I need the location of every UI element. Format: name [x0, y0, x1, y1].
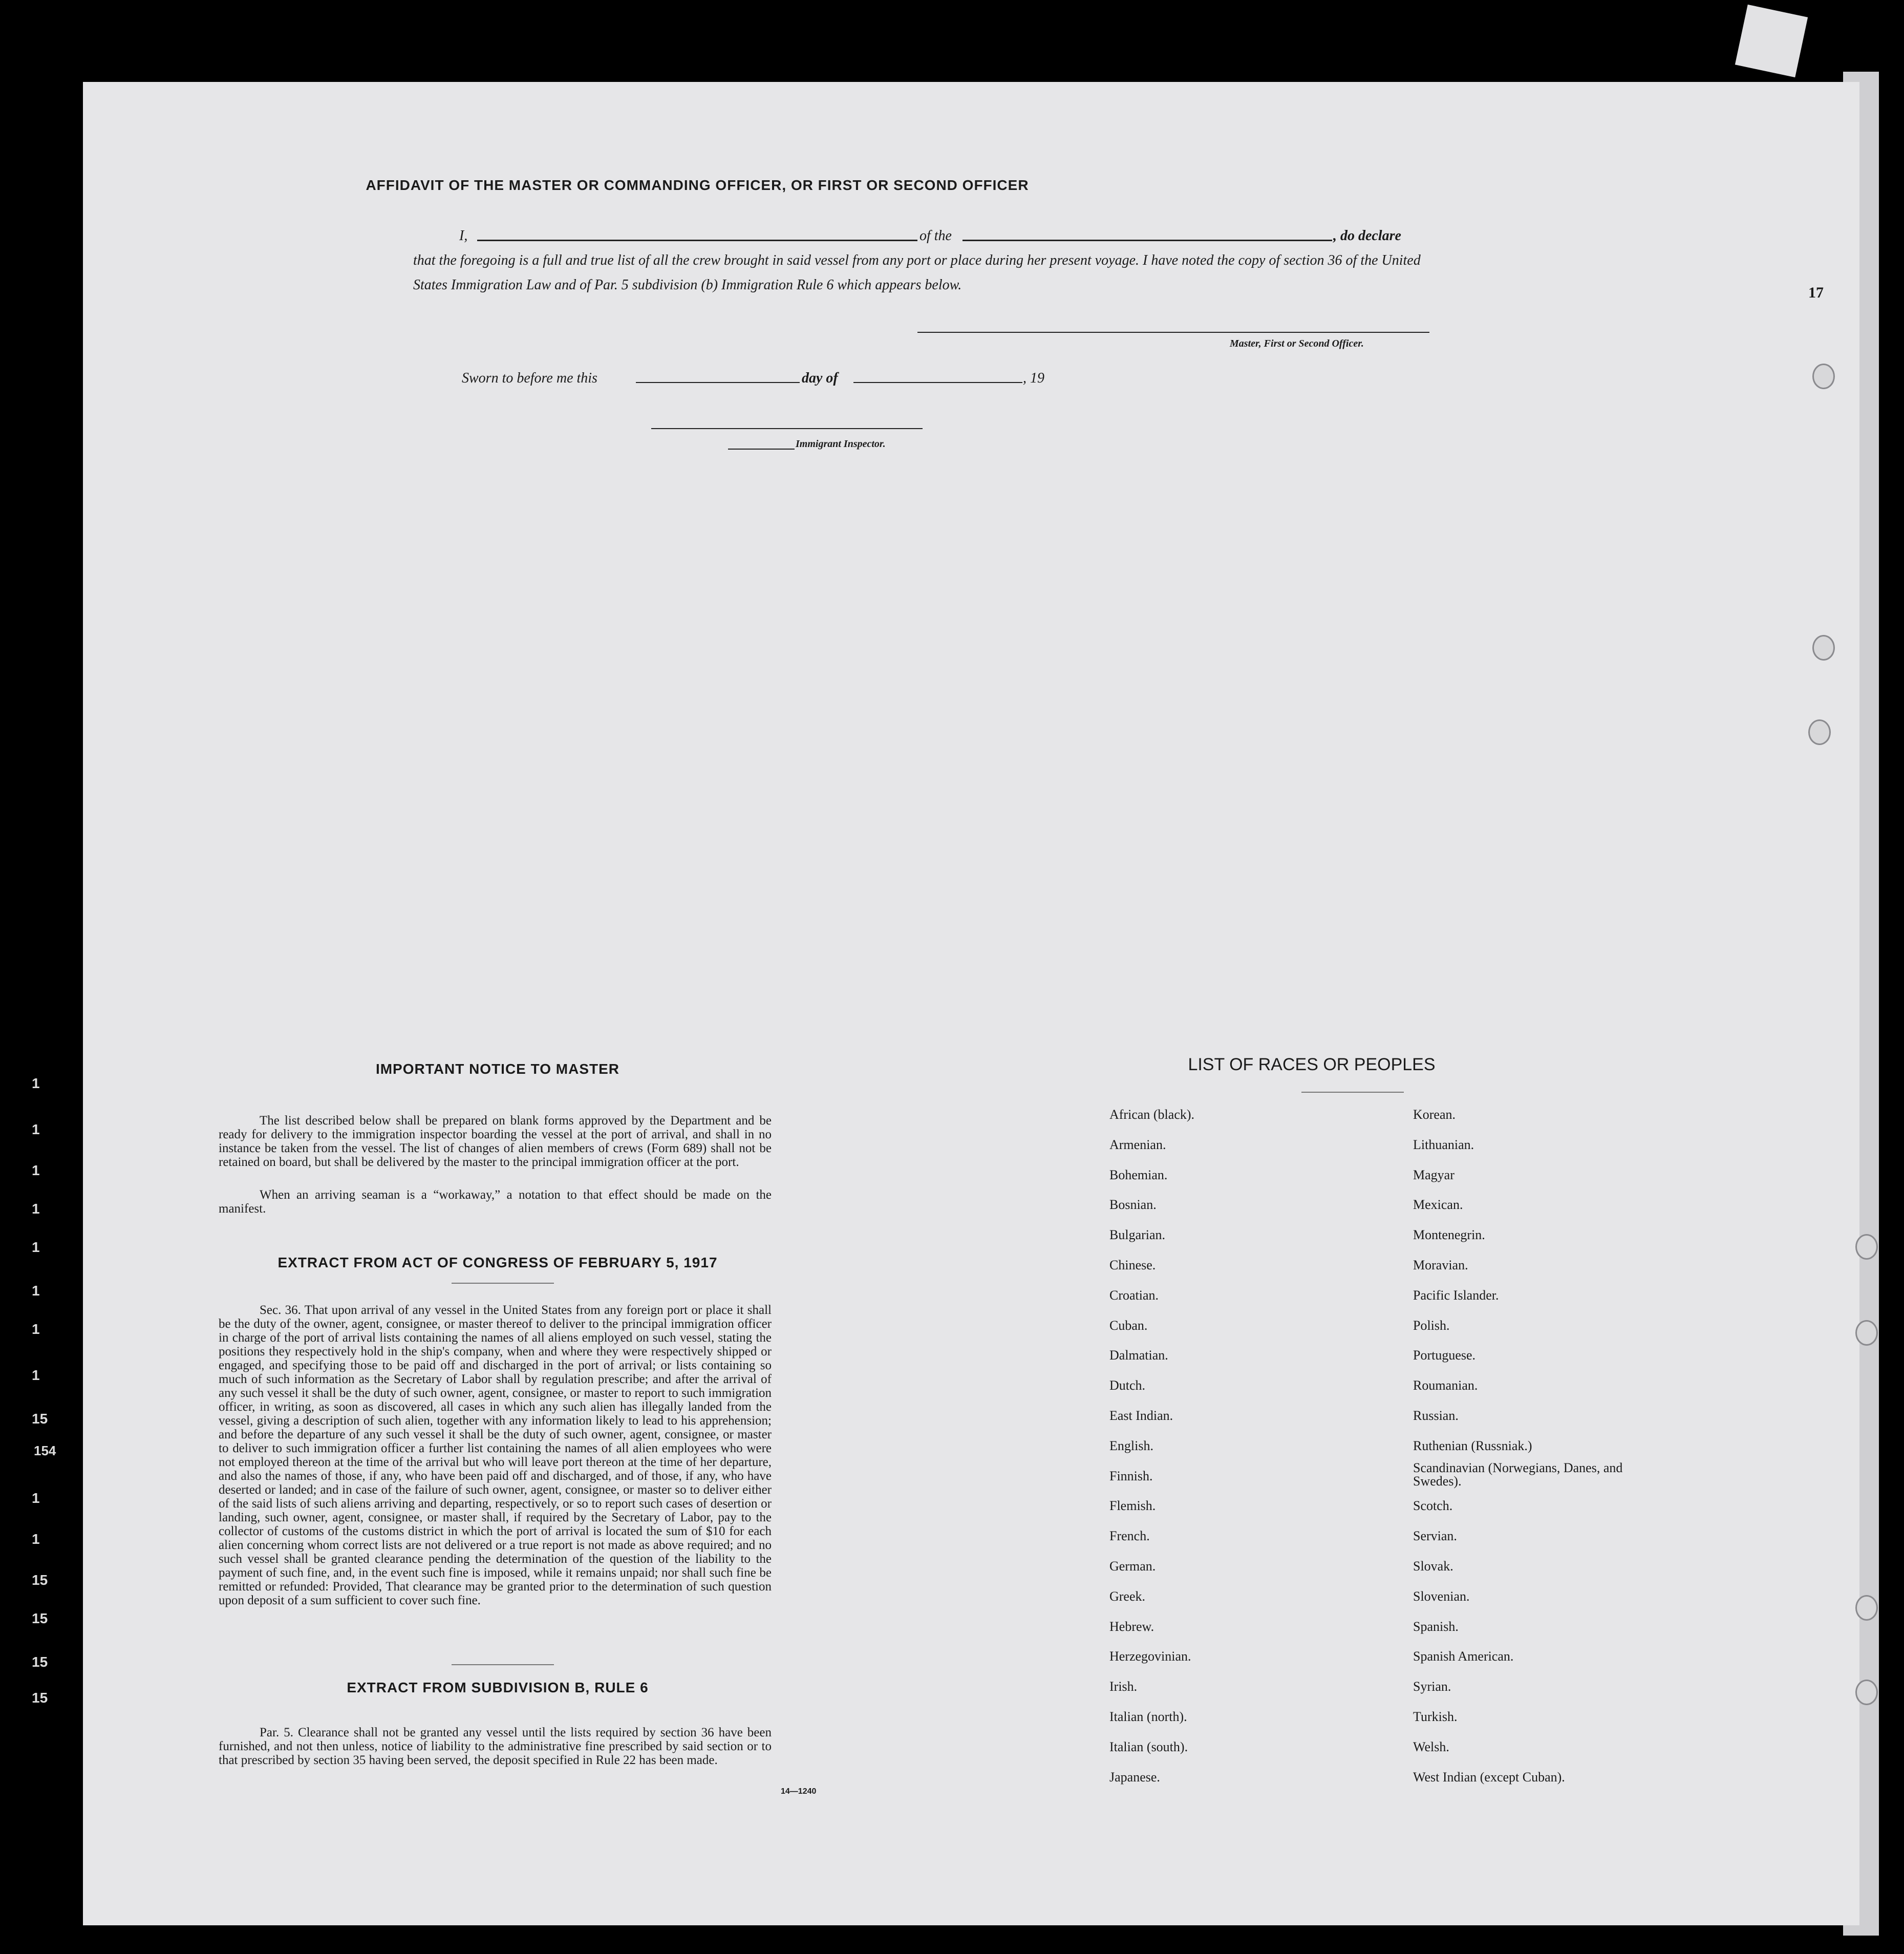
- act-section-36: Sec. 36. That upon arrival of any vessel in the United States from any foreign port or place it shall be the duty of the owner, agent, consignee, or master thereof to deliver to the principal immigration officer in charge of the port of arrival lists containing the names of all aliens employed on such vessel, stating the positions they respectively hold in the ship's company, when and where they were respectively shipped or engaged, and specifying those to be paid off and discharged in the port of arrival; or lists containing so much of such information as the Secretary of Labor shall by regulation prescribe; and after the arrival of any such vessel it shall be the duty of such owner, agent, consignee, or master to report to such immigration officer, in writing, as soon as discovered, all cases in which any such alien has illegally landed from the vessel, giving a description of such alien, together with any information likely to lead to his apprehension; and before the departure of any such vessel it shall be the duty of such owner, agent, consignee, or master to deliver to such immigration officer a further list containing the names of all alien employees who were not employed thereon at the time of the arrival but who will leave port thereon at the time of her departure, and also the names of those, if any, who have been paid off and discharged, and of those, if any, who have deserted or landed; and in case of the failure of such owner, agent, consignee, or master so to deliver either of the said lists of such aliens arriving and departing, respectively, or so to report such cases of desertion or landing, such owner, agent, consignee, or master shall, if required by the Secretary of Labor, pay to the collector of customs of the customs district in which the port of arrival is located the sum of $10 for each alien concerning whom correct lists are not delivered or a true report is not made as above required; and no such vessel shall be granted clearance pending the determination of the question of the liability to the payment of such fine, and, in the event such fine is imposed, while it remains unpaid; nor shall such fine be remitted or refunded: Provided, That clearance may be granted prior to the determination of such question upon deposit of a sum sufficient to cover such fine.: [219, 1303, 772, 1607]
- margin-mark: 1: [32, 1162, 40, 1178]
- race-entry: Armenian.: [1109, 1137, 1166, 1152]
- inspector-signature-line: [651, 428, 923, 429]
- margin-mark: 1: [32, 1201, 40, 1217]
- race-entry: Ruthenian (Russniak.): [1413, 1438, 1532, 1453]
- race-entry: French.: [1109, 1528, 1150, 1544]
- race-entry: Polish.: [1413, 1318, 1450, 1333]
- margin-mark: 1: [32, 1531, 40, 1547]
- race-entry: Cuban.: [1109, 1318, 1148, 1333]
- races-title: LIST OF RACES OR PEOPLES: [1188, 1055, 1436, 1074]
- races-title-rule: [1301, 1092, 1404, 1093]
- race-entry: German.: [1109, 1559, 1156, 1574]
- binder-hole: [1855, 1320, 1878, 1346]
- day-of-label: day of: [802, 370, 838, 386]
- act-end-rule: [452, 1664, 554, 1665]
- race-entry: Finnish.: [1109, 1468, 1153, 1483]
- affidavit-title: AFFIDAVIT OF THE MASTER OR COMMANDING OFFICER, OR FIRST OR SECOND OFFICER: [366, 177, 1029, 193]
- sworn-label: Sworn to before me this: [462, 370, 597, 386]
- margin-mark: 1: [32, 1075, 40, 1091]
- race-entry: Korean.: [1413, 1107, 1456, 1122]
- year-label: , 19: [1023, 370, 1044, 386]
- race-entry: Chinese.: [1109, 1258, 1156, 1272]
- margin-mark: 1: [32, 1367, 40, 1383]
- race-entry: Pacific Islander.: [1413, 1287, 1499, 1303]
- notice-paragraph-1: The list described below shall be prepared on blank forms approved by the Department and be ready for delivery to the immigration inspector boarding the vessel at the port of arrival, and shall in no instance be taken from the vessel. The list of changes of alien members of crews (Form 689) shall not be retained on board, but shall be delivered by the master to the principal immigration officer at the port.: [219, 1114, 772, 1169]
- document-page: [83, 82, 1859, 1925]
- race-entry: Spanish.: [1413, 1619, 1459, 1634]
- margin-mark: 15: [32, 1572, 48, 1588]
- sworn-month-blank: [853, 382, 1022, 383]
- race-entry: Hebrew.: [1109, 1619, 1154, 1634]
- race-entry: English.: [1109, 1438, 1153, 1453]
- race-entry: Portuguese.: [1413, 1348, 1476, 1363]
- page-number: 17: [1808, 284, 1824, 301]
- margin-mark: 1: [32, 1321, 40, 1337]
- margin-mark: 1: [32, 1239, 40, 1255]
- of-the-label: of the: [919, 228, 952, 244]
- race-entry: Syrian.: [1413, 1679, 1451, 1694]
- race-entry: Dalmatian.: [1109, 1348, 1168, 1363]
- act-title: EXTRACT FROM ACT OF CONGRESS OF FEBRUARY 5, 1917: [277, 1255, 718, 1270]
- race-entry: Bohemian.: [1109, 1167, 1168, 1182]
- race-entry: Italian (south).: [1109, 1739, 1188, 1754]
- name-blank-line: [477, 240, 917, 241]
- race-entry: Moravian.: [1413, 1258, 1468, 1272]
- binder-hole: [1812, 364, 1835, 389]
- binder-hole: [1812, 635, 1835, 661]
- margin-mark: 15: [32, 1690, 48, 1706]
- race-entry: Mexican.: [1413, 1197, 1463, 1213]
- margin-mark: 1: [32, 1283, 40, 1299]
- inspector-caption: Immigrant Inspector.: [796, 438, 886, 450]
- race-entry: Welsh.: [1413, 1739, 1449, 1754]
- rule-paragraph-5: Par. 5. Clearance shall not be granted any vessel until the lists required by section 36 have been furnished, and not then unless, notice of liability to the administrative fine prescribed by said section or to that prescribed by section 35 having been served, the deposit specified in Rule 22 has been made.: [219, 1726, 772, 1767]
- affidavit-i-label: I,: [459, 228, 468, 244]
- race-entry: Scotch.: [1413, 1498, 1453, 1514]
- race-entry: Flemish.: [1109, 1498, 1156, 1514]
- race-entry: Bulgarian.: [1109, 1227, 1166, 1243]
- race-entry: Slovenian.: [1413, 1588, 1470, 1604]
- race-entry: West Indian (except Cuban).: [1413, 1769, 1565, 1785]
- binder-hole: [1808, 719, 1831, 745]
- binder-hole: [1855, 1234, 1878, 1260]
- declare-label: , do declare: [1333, 228, 1401, 244]
- form-number: 14—1240: [781, 1787, 817, 1796]
- margin-mark: 1: [32, 1490, 40, 1506]
- margin-mark: 15: [32, 1654, 48, 1670]
- rule-title: EXTRACT FROM SUBDIVISION B, RULE 6: [347, 1680, 649, 1695]
- race-entry: Magyar: [1413, 1167, 1454, 1182]
- race-entry: Turkish.: [1413, 1709, 1458, 1724]
- race-entry: East Indian.: [1109, 1408, 1173, 1423]
- race-entry: Lithuanian.: [1413, 1137, 1474, 1152]
- race-entry: Greek.: [1109, 1588, 1146, 1604]
- margin-stamp-number: 154: [34, 1443, 56, 1458]
- race-entry: Japanese.: [1109, 1769, 1160, 1785]
- race-entry: Dutch.: [1109, 1378, 1146, 1393]
- race-entry: Herzegovinian.: [1109, 1649, 1191, 1664]
- notice-paragraph-2: When an arriving seaman is a “workaway,” a notation to that effect should be made on the manifest.: [219, 1188, 772, 1216]
- sworn-day-blank: [636, 382, 800, 383]
- master-signature-line: [917, 332, 1429, 333]
- margin-mark: 15: [32, 1411, 48, 1427]
- race-entry: Croatian.: [1109, 1287, 1159, 1303]
- inspector-prefix-line: [728, 449, 795, 450]
- race-entry: Scandinavian (Norwegians, Danes, and Swedes).: [1413, 1460, 1623, 1489]
- affidavit-statement: that the foregoing is a full and true list of all the crew brought in said vessel from any port or place during her present voyage. I have noted the copy of section 36 of the United States Immigration Law and of Par. 5 subdivision (b) Immigration Rule 6 which appears below.: [413, 252, 1421, 293]
- folded-corner: [1735, 5, 1808, 77]
- race-entry: Spanish American.: [1413, 1649, 1514, 1664]
- race-entry: Irish.: [1109, 1679, 1138, 1694]
- race-entry: African (black).: [1109, 1107, 1195, 1122]
- race-entry: Montenegrin.: [1413, 1227, 1485, 1243]
- race-entry: Roumanian.: [1413, 1378, 1478, 1393]
- race-entry: Servian.: [1413, 1528, 1457, 1544]
- margin-mark: 15: [32, 1610, 48, 1626]
- race-entry: Bosnian.: [1109, 1197, 1157, 1213]
- binder-hole: [1855, 1595, 1878, 1621]
- act-title-rule: [452, 1283, 554, 1284]
- race-entry: Italian (north).: [1109, 1709, 1187, 1724]
- margin-mark: 1: [32, 1121, 40, 1137]
- notice-title: IMPORTANT NOTICE TO MASTER: [375, 1061, 620, 1077]
- binder-hole: [1855, 1680, 1878, 1705]
- master-caption: Master, First or Second Officer.: [1230, 338, 1364, 349]
- vessel-blank-line: [962, 240, 1332, 241]
- race-entry: Slovak.: [1413, 1559, 1453, 1574]
- race-entry: Russian.: [1413, 1408, 1459, 1423]
